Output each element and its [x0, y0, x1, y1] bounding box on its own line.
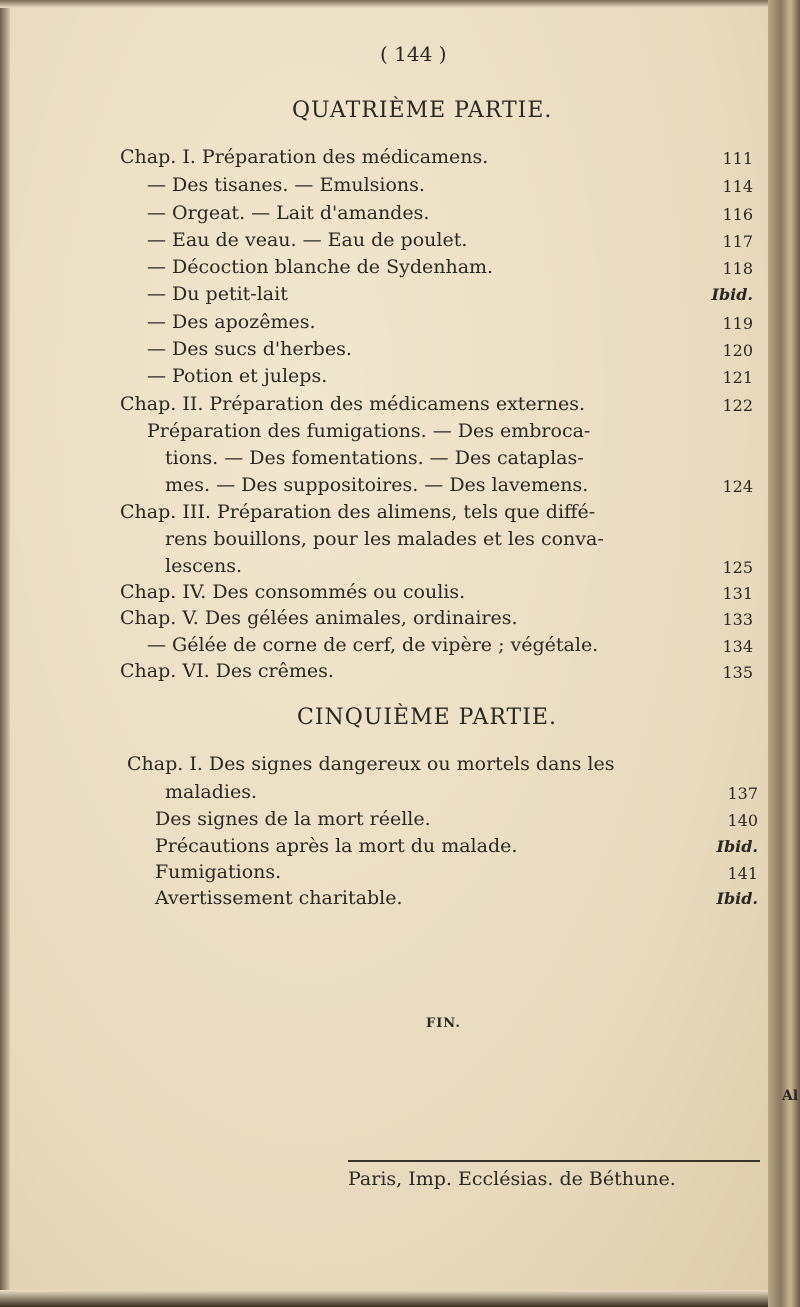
toc-entry: Avertissement charitable. — [155, 887, 403, 909]
toc-entry: — Des tisanes. — Emulsions. — [147, 174, 425, 196]
toc-entry: Des signes de la mort réelle. — [155, 808, 431, 830]
top-edge-shadow — [0, 0, 768, 8]
toc-page: 119 — [722, 314, 753, 333]
imprint-rule — [348, 1160, 760, 1162]
toc-entry: — Orgeat. — Lait d'amandes. — [147, 202, 430, 224]
toc-entry: Préparation des fumigations. — Des embroca- — [147, 420, 591, 442]
part4-heading: QUATRIÈME PARTIE. — [292, 98, 553, 123]
toc-page: 121 — [722, 368, 753, 387]
toc-entry: Chap. IV. Des consommés ou coulis. — [120, 581, 466, 603]
page-number: ( 144 ) — [380, 42, 447, 66]
toc-page: Ibid. — [716, 889, 758, 908]
imprint: Paris, Imp. Ecclésias. de Béthune. — [348, 1168, 676, 1190]
toc-entry: — Des apozêmes. — [147, 311, 316, 333]
toc-entry: Précautions après la mort du malade. — [155, 835, 518, 857]
toc-entry: Chap. III. Préparation des alimens, tels que diffé- — [120, 501, 596, 523]
toc-entry: — Du petit-lait — [147, 283, 288, 305]
toc-entry: lescens. — [165, 555, 242, 577]
toc-page: 124 — [722, 477, 753, 496]
facing-page-edge — [768, 0, 800, 1307]
part5-heading: CINQUIÈME PARTIE. — [297, 705, 557, 730]
toc-entry: Chap. I. Des signes dangereux ou mortels dans les — [127, 753, 615, 775]
toc-page: 118 — [722, 259, 753, 278]
toc-page: 114 — [722, 177, 753, 196]
toc-entry: tions. — Des fomentations. — Des cataplas- — [165, 447, 584, 469]
toc-entry: — Gélée de corne de cerf, de vipère ; végétale. — [147, 634, 599, 656]
toc-page: Ibid. — [716, 837, 758, 856]
toc-entry: — Décoction blanche de Sydenham. — [147, 256, 494, 278]
toc-page: 122 — [722, 396, 753, 415]
toc-page: 140 — [727, 811, 758, 830]
bottom-edge-shadow — [0, 1290, 768, 1307]
toc-entry: Chap. V. Des gélées animales, ordinaires. — [120, 607, 518, 629]
toc-page: 116 — [722, 205, 753, 224]
toc-page: 135 — [722, 663, 753, 682]
edge-mark: Al — [782, 1088, 799, 1104]
toc-entry: — Eau de veau. — Eau de poulet. — [147, 229, 468, 251]
toc-entry: mes. — Des suppositoires. — Des lavemens. — [165, 474, 589, 496]
toc-entry: Fumigations. — [155, 861, 282, 883]
toc-page: 141 — [727, 864, 758, 883]
toc-page: 111 — [722, 149, 753, 168]
toc-entry: — Potion et juleps. — [147, 365, 328, 387]
toc-entry: rens bouillons, pour les malades et les conva- — [165, 528, 604, 550]
binding-shadow — [0, 0, 10, 1307]
toc-entry: — Des sucs d'herbes. — [147, 338, 352, 360]
toc-page: 131 — [722, 584, 753, 603]
toc-page: 120 — [722, 341, 753, 360]
toc-entry: Chap. I. Préparation des médicamens. — [120, 146, 489, 168]
toc-page: 117 — [722, 232, 753, 251]
fin-mark: FIN. — [426, 1016, 461, 1031]
toc-entry: maladies. — [165, 781, 258, 803]
toc-page: 133 — [722, 610, 753, 629]
toc-entry: Chap. VI. Des crêmes. — [120, 660, 334, 682]
toc-entry: Chap. II. Préparation des médicamens externes. — [120, 393, 586, 415]
toc-page: 125 — [722, 558, 753, 577]
toc-page: 134 — [722, 637, 753, 656]
toc-page: 137 — [727, 784, 758, 803]
toc-page: Ibid. — [711, 285, 753, 304]
